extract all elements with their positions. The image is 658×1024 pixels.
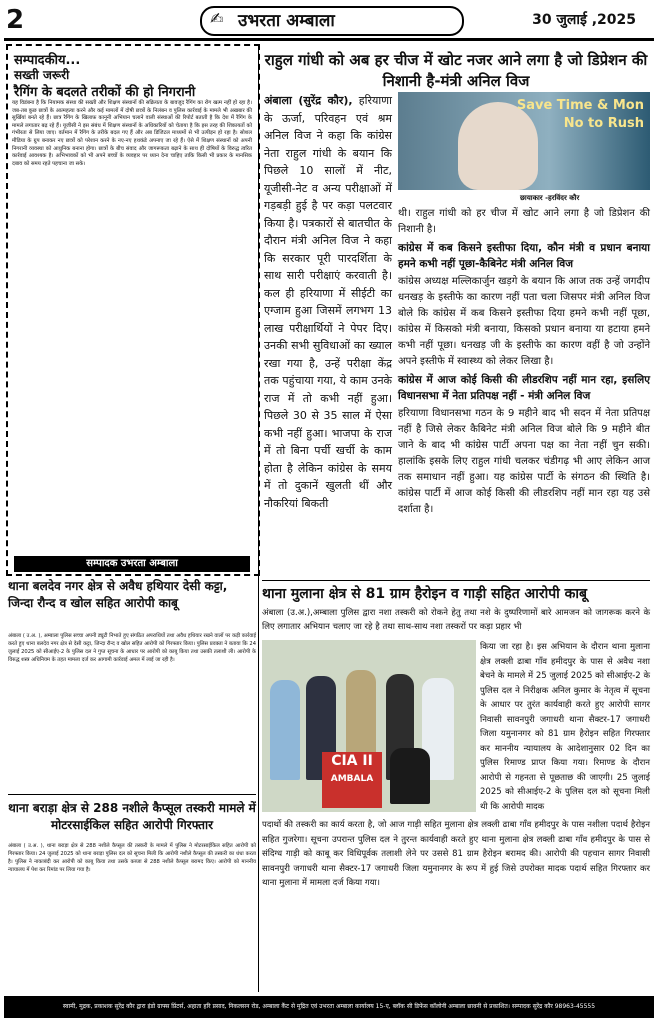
story-separator xyxy=(8,794,256,795)
photo-banner-text-1: Save Time & Mon xyxy=(516,98,644,113)
main-subhead-1: कांग्रेस में कब किसने इस्तीफा दिया, कौन मंत्री व प्रधान बनाया हमने कभी नहीं पूछा-कैबिनेट मंत्री अनिल विज xyxy=(398,242,650,270)
pen-icon: ✍ xyxy=(210,9,224,28)
main-para-1: कांग्रेस अध्यक्ष मल्लिकार्जुन खड़गे के बयान कि आज तक उन्हें जगदीप धनखड़ के इस्तीफे का कारण नहीं पता चला जिसपर मंत्री अनिल विज बोले कि कांग्रेस में कब किसने इस्तीफा दिया हमने कभी नहीं पूछा, कांग्रेस में किसको मंत्री बनाया, किसको प्रधान बनाया या हटाया हमने कभी नहीं पूछा। धनखड़ जी के इस्तीफे का कारण वहीं है जो उन्होंने अपने इस्तीफे में स्वास्थ्य को लेकर लिखा है। xyxy=(398,276,650,367)
main-para-2: हरियाणा विधानसभा गठन के 9 महीने बाद भी सदन में नेता प्रतिपक्ष नहीं है जिसे लेकर कैबिनेट मंत्री अनिल विज बोले कि 9 महीने बीत जाने के बाद भी कांग्रेस पार्टी अपना पक्ष का नेता नहीं चुन सकी। हालांकि इसके लिए राहुल गांधी चलकर चंडीगढ़ भी आए लेकिन आज तक समाधान नहीं हुआ। यह कांग्रेस पार्टी के संगठन की स्थिति है। कांग्रेस पार्टी में आज कोई किसी की लीडरशिप नहीं मान रहा यह उसे दर्शाता है। xyxy=(398,408,650,515)
section-rule xyxy=(262,580,650,581)
cia-badge xyxy=(322,752,382,808)
header-rule xyxy=(4,38,654,41)
imprint-footer: स्वामी, मुद्रक, प्रकाशक सुरेंद्र कौर द्वारा इंडो ग्राफ्स प्रिंटर्स, अहाता हरि प्रसाद, निकलसन रोड, अम्बाला कैंट से मुद्रित एवं उभरता अम्बाला कार्यालय 15-ए, ब्लॉक सी डिफेंस कॉलोनी अम्बाला छावनी से प्रकाशित। सम्पादक सुरेंद्र कौर 98963-45555 xyxy=(4,996,654,1018)
page-number: 2 xyxy=(6,5,25,35)
story1-body: अंबाला ( उ.अ. ), अम्बाला पुलिस सच्चा अपनी ड्यूटी निभाते हुए संगठित अपराधियों तथा अवैध हथियार रखने वालों पर कड़ी कार्रवाई करते हुए थाना बलदेव नगर क्षेत्र से देसी कट्टा, जिन्दा रौन्द व खोल सहित आरोपी को गिरफ्तार किया। पुलिस प्रवक्ता ने बताया कि 24 जुलाई 2025 को सीआईए-2 के पुलिस दल ने गुप्त सूचना के आधार पर आरोपी को काबू किया तथा उसकी तलाशी ली। आरोपी के विरुद्ध शस्त्र अधिनियम के तहत मामला दर्ज कर आगामी कार्रवाई अमल में लाई जा रही है। xyxy=(8,633,256,663)
editorial-footer: सम्पादक उभरता अम्बाला xyxy=(14,556,250,572)
minister-photo xyxy=(398,92,650,190)
story3-lede: अंबाला (उ.अ.),अम्बाला पुलिस द्वारा नशा तस्करी को रोकने हेतु तथा नशे के दुष्परिणामों बारे आमजन को जागरूक करने के लिए लगातार अभियान चलाए जा रहे है तथा साथ-साथ नशा तस्करों पर कड़ा प्रहार भी xyxy=(262,608,650,632)
cia-badge-title: CIA II xyxy=(331,753,373,769)
photo-credit: छायाकार -हरविंदर कौर xyxy=(520,194,580,202)
editorial-heading: सम्पादकीय... xyxy=(14,53,81,68)
main-column-body: हरियाणा के ऊर्जा, परिवहन एवं श्रम अनिल विज ने कहा कि कांग्रेस नेता राहुल गांधी के बयान कि पिछले 10 सालों में नीट, यूजीसी-नेट व अन्य परीक्षाओं में गड़बड़ी हुई है पर कड़ा पलटवार किया है। पत्रकारों से बातचीत के दौरान मंत्री अनिल विज ने कहा कि सरकार पूरी पारदर्शिता के साथ सारी परीक्षाएं करवाती है। कल ही हरियाणा में सीईटी का एग्जाम हुआ जिसमें लगभग 13 लाख परीक्षार्थियों ने पेपर दिए। उनकी सभी सुविधाओं का ख्याल रखा गया है, उन्हें परीक्षा केंद्र तक पहुंचाया गया, ये काम उनके राज में तो कभी नहीं हुआ। पिछले 30 से 35 साल में ऐसा कभी नहीं हुआ। भाजपा के राज में तो बिना पर्ची खर्ची के काम होता है लेकिन कांग्रेस के समय में तो दुकानें खुलती थीं और नौकरियां बिकती xyxy=(264,94,392,510)
story3-bottom-text: पदार्थो की तस्करी का कार्य करता है, जो आज गाड़ी सहित मुलाना क्षेत्र लक्ली ढाबा गाँव हमीदपुर के पास नशीला पदार्थ हैरोइन सहित गुजरेगा। सूचना उपरान्त पुलिस दल ने तुरन्त कार्यवाही करते हुए थाना मुलाना क्षेत्र लक्ली ढाबा गाँव हमीदपुर के पास से संदिग्ध गाड़ी को काबू कर विधिपूर्वक तलाशी लेने पर उससे 81 ग्राम हैरोइन बरामद की। आरोपी की पहचान सागर निवासी सावनपुरी जगाधरी थाना सैक्टर-17 जगाधरी जिला यमुनानगर के रूप में हुई जिसे उपरोक्त मादक पदार्थ सहित गिरफ्तार कर थाना मुलाना में मामला दर्ज किया गया। xyxy=(262,820,650,888)
story3-right-text: किया जा रहा है। इस अभियान के दौरान थाना मुलाना क्षेत्र लक्ली ढाबा गाँव हमीदपुर के पास से अवैध नशा बेचने के मामले में 25 जुलाई 2025 को सीआईए-2 के पुलिस दल ने निरीक्षक अनिल कुमार के नेतृत्व में सूचना के आधार पर तुरंत कार्यवाही करते हुए आरोपी सागर निवासी सावनपुरी जगाधरी थाना सैक्टर-17 जगाधरी जिला यमुनानगर को 81 ग्राम हैरोइन सहित गिरफ्तार कर माननीय न्यायालय के आदेशानुसार 02 दिन का पुलिस रिमाण्ड प्राप्त किया गया। रिमाण्ड के दौरान आरोपी से गहनता से पूछताछ की जाएगी। 25 जुलाई 2025 को सीआईए-2 के पुलिस दल को सूचना मिली थी कि आरोपी मादक xyxy=(480,642,650,812)
main-right-intro: थी। राहुल गांधी को हर चीज में खोट आने लगा है जो डिप्रेशन की निशानी है। xyxy=(398,208,650,235)
arrest-photo xyxy=(262,640,476,812)
editorial-subheading: सख्ती जरूरी xyxy=(14,68,70,82)
accused-figure xyxy=(390,748,430,804)
story2-body: अंबाला ( उ.अ. ), थाना बराड़ा क्षेत्र से 288 नशीले कैप्सूल की तस्करी के मामले में पुलिस ने मोटरसाईकिल सहित आरोपी को गिरफ्तार किया। 24 जुलाई 2025 को थाना बराड़ा पुलिस दल को सूचना मिली कि आरोपी नशीले कैप्सूल की तस्करी का धंधा करता है। पुलिस ने नाकाबंदी कर आरोपी को काबू किया तथा उसके कब्जा से 288 नशीले कैप्सूल बरामद किए। आरोपी को माननीय न्यायालय में पेश कर रिमांड पर लिया गया है। xyxy=(8,843,256,873)
story1-headline: थाना बलदेव नगर क्षेत्र से अवैध हथियार देसी कट्टा, जिन्दा रौन्द व खोल सहित आरोपी काबू xyxy=(8,579,228,610)
issue-date: 30 जुलाई ,2025 xyxy=(532,12,636,28)
officer-figure xyxy=(270,680,300,780)
main-right-column xyxy=(398,206,650,518)
photo-banner-text-2: No to Rush xyxy=(563,116,644,131)
minister-figure xyxy=(458,102,538,190)
editorial-body: यह विडंबना है कि नियामक संस्था की सख्ती और शिक्षण संस्थानों की सक्रियता के बावजूद रैगिंग का रोग खत्म नहीं हो रहा है। जब-तब कुछ छात्रों के आत्महत्या करने और कई मामलों में दोषी छात्रों के निलंबन व पुलिस कार्रवाई के मामले भी अखबार की सुर्खियां बनते रहे हैं। छात्र रैगिंग के खिलाफ़ कानूनी अभियान चलाने वाली संस्थाओं की रिपोर्ट बताती है कि देश में रैगिंग के मामले लगातार बढ़ रहे हैं। यूजीसी ने इस संबंध में शिक्षण संस्थानों के अधिकारियों को चेताया है कि इस तरह की शिकायतों को गंभीरता से लिया जाए। वर्तमान में रैगिंग के तरीके बदल गए हैं और अब डिजिटल माध्यमों से भी उत्पीड़न हो रहा है। सोशल मीडिया के ग्रुप बनाकर नए छात्रों को परेशान करने के नए-नए हथकंडे अपनाए जा रहे हैं। ऐसे में शिक्षण संस्थानों को अपनी निगरानी व्यवस्था को आधुनिक बनाना होगा। छात्रों के बीच संवाद और जागरूकता बढ़ाने के साथ ही दोषियों के विरुद्ध त्वरित कार्रवाई आवश्यक है। अभिभावकों को भी अपने बच्चों के व्यवहार पर ध्यान देना चाहिए ताकि किसी भी प्रकार के मानसिक दबाव को समय रहते पहचाना जा सके। xyxy=(12,100,252,167)
editorial-title: रैगिंग के बदलते तरीकों की हो निगरानी xyxy=(14,85,196,100)
story3-headline: थाना मुलाना क्षेत्र से 81 ग्राम हैरोइन व गाड़ी सहित आरोपी काबू xyxy=(262,586,588,602)
main-column-text xyxy=(264,92,392,512)
cia-badge-subtitle: AMBALA xyxy=(330,774,374,784)
main-dateline: अंबाला (सुरेंद्र कौर), xyxy=(264,94,353,107)
main-headline: राहुल गांधी को अब हर चीज में खोट नजर आने लगा है जो डिप्रेशन की निशानी है-मंत्री अनिल विज xyxy=(264,51,648,90)
masthead-title: उभरता अम्बाला xyxy=(238,11,335,31)
story2-headline: थाना बराड़ा क्षेत्र से 288 नशीले कैप्सूल तस्करी मामले में मोटरसाईकिल सहित आरोपी गिरफ्तार xyxy=(8,801,256,832)
main-subhead-2: कांग्रेस में आज कोई किसी की लीडरशिप नहीं मान रहा, इसलिए विधानसभा में नेता प्रतिपक्ष नहीं - मंत्री अनिल विज xyxy=(398,374,650,402)
